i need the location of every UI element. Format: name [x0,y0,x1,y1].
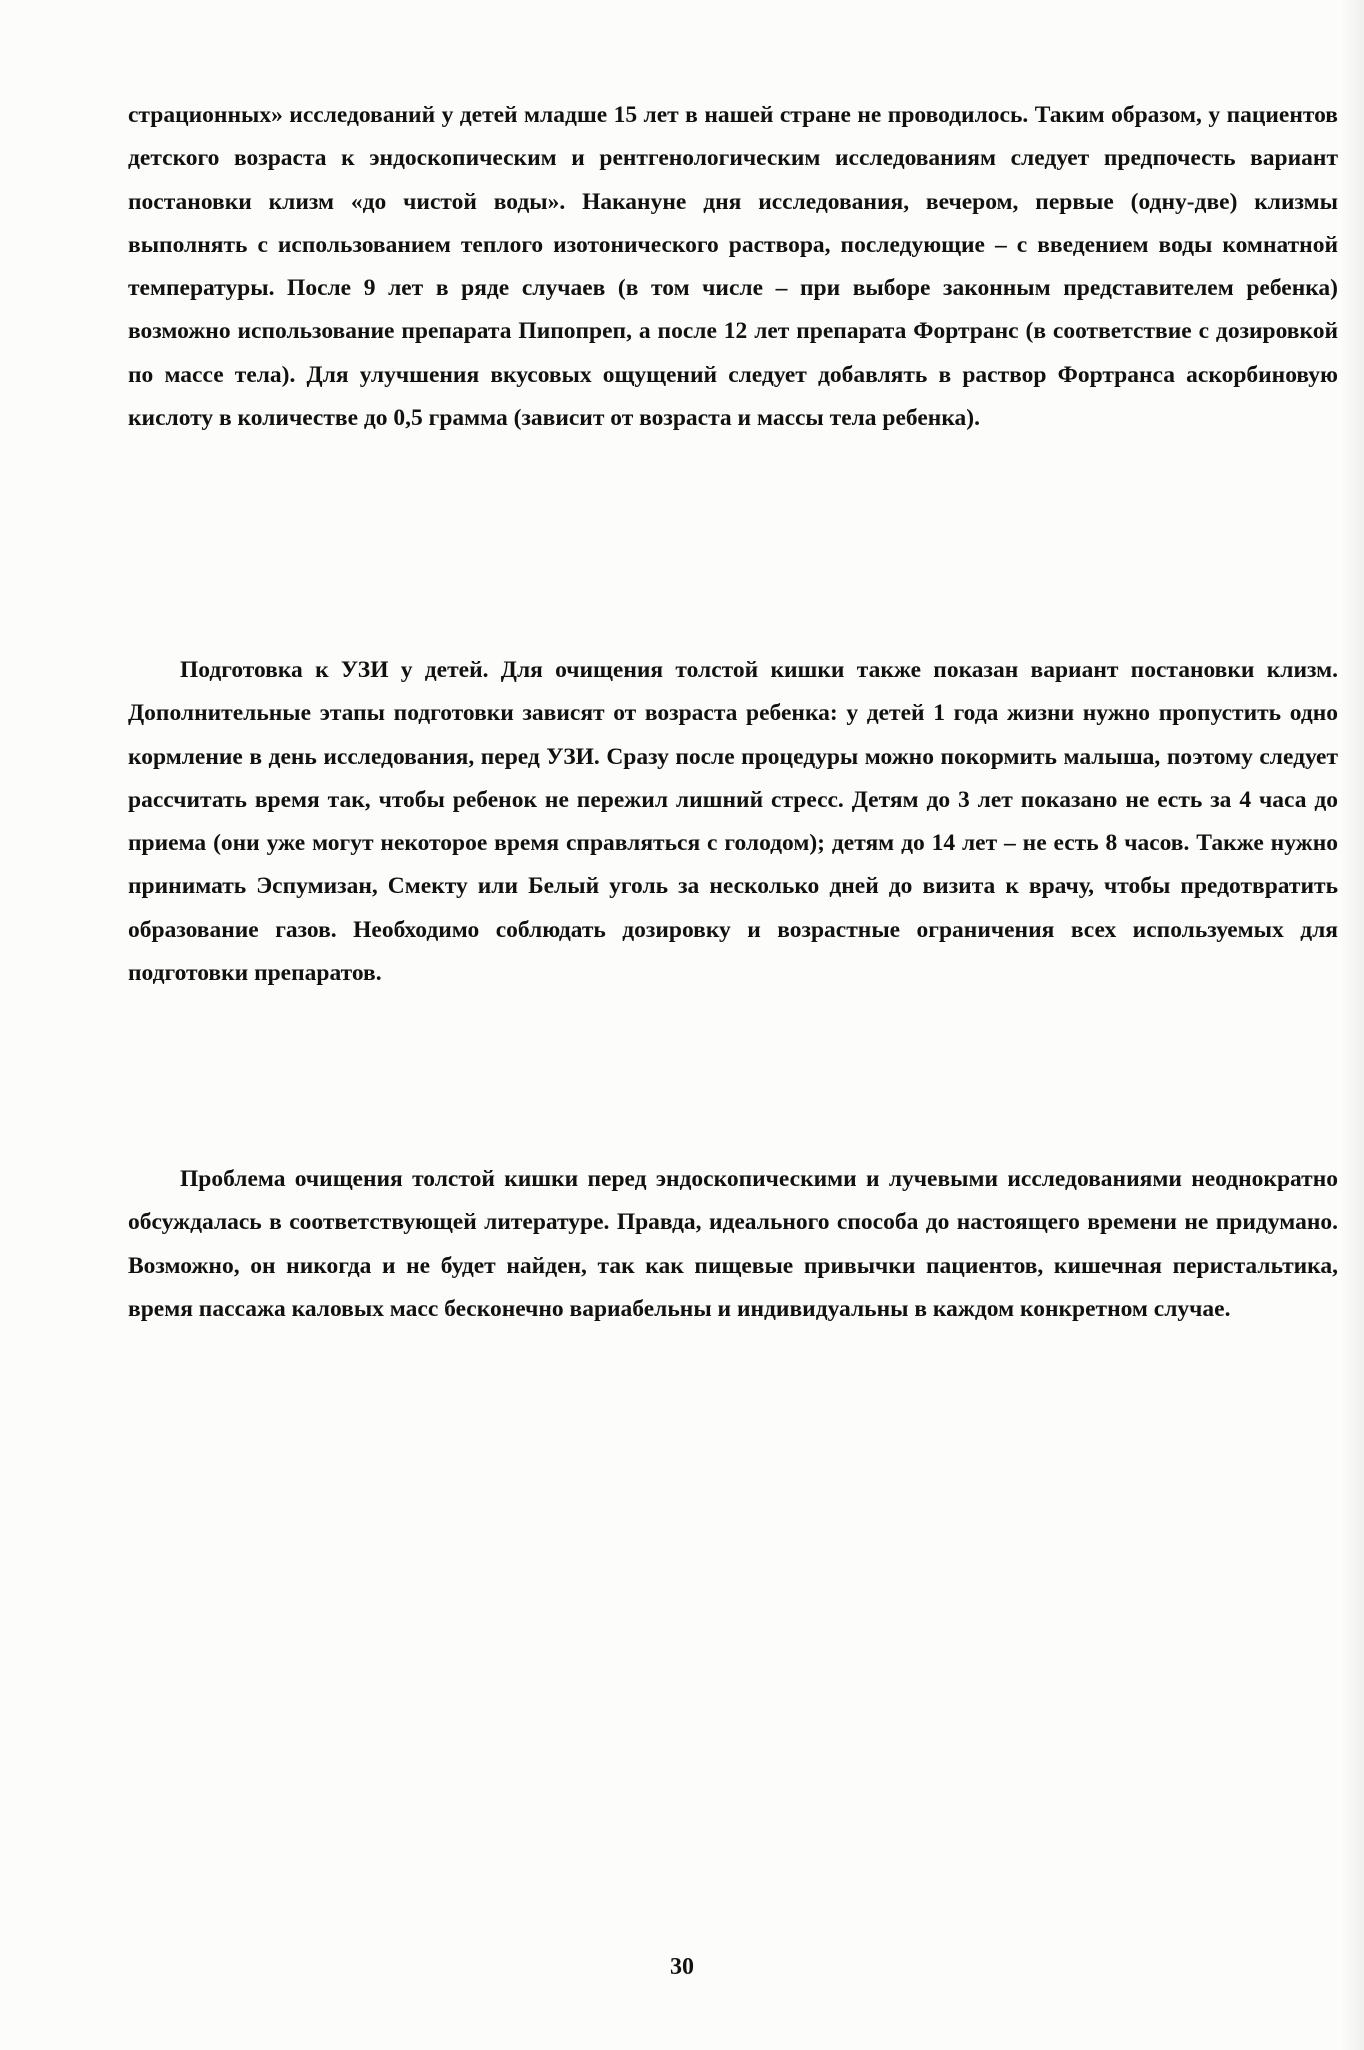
scan-edge-shadow [1340,0,1364,2050]
paragraph-1-text: страционных» исследований у детей младше 15 лет в нашей стране не проводилось. Таким образом, у пациентов детского возраста к эндоскопическим и рентгенологическим исследованиям следует предпочесть вариант постановки клизм «до чистой воды». Накануне дня исследования, вечером, первые (одну-две) клизмы выполнять с использованием теплого изотонического раствора, последующие – с введением воды комнатной температуры. После 9 лет в ряде случаев (в том числе – при выборе законным представителем ребенка) возможно использование препарата Пипопреп, а после 12 лет препарата Фортранс (в соответствие с дозировкой по массе тела). Для улучшения вкусовых ощущений следует добавлять в раствор Фортранса аскорбиновую кислоту в количестве до 0,5 грамма (зависит от возраста и массы тела ребенка). [128,102,1338,432]
paragraph-1 [128,94,1338,440]
page-number: 30 [670,1954,694,1980]
paragraph-3 [128,1158,1338,1331]
paragraph-2-text: Подготовка к УЗИ у детей. Для очищения толстой кишки также показан вариант постановки клизм. Дополнительные этапы подготовки зависят от возраста ребенка: у детей 1 года жизни нужно пропустить одно кормление в день исследования, перед УЗИ. Сразу после процедуры можно покормить малыша, поэтому следует рассчитать время так, чтобы ребенок не пережил лишний стресс. Детям до 3 лет показано не есть за 4 часа до приема (они уже могут некоторое время справляться с голодом); детям до 14 лет – не есть 8 часов. Также нужно принимать Эспумизан, Смекту или Белый уголь за несколько дней до визита к врачу, чтобы предотвратить образование газов. Необходимо соблюдать дозировку и возрастные ограничения всех используемых для подготовки препаратов. [128,657,1338,987]
paragraph-2 [128,649,1338,995]
paragraph-3-text: Проблема очищения толстой кишки перед эндоскопическими и лучевыми исследованиями неоднократно обсуждалась в соответствующей литературе. Правда, идеального способа до настоящего времени не придумано. Возможно, он никогда и не будет найден, так как пищевые привычки пациентов, кишечная перистальтика, время пассажа каловых масс бесконечно вариабельны и индивидуальны в каждом конкретном случае. [128,1166,1338,1322]
